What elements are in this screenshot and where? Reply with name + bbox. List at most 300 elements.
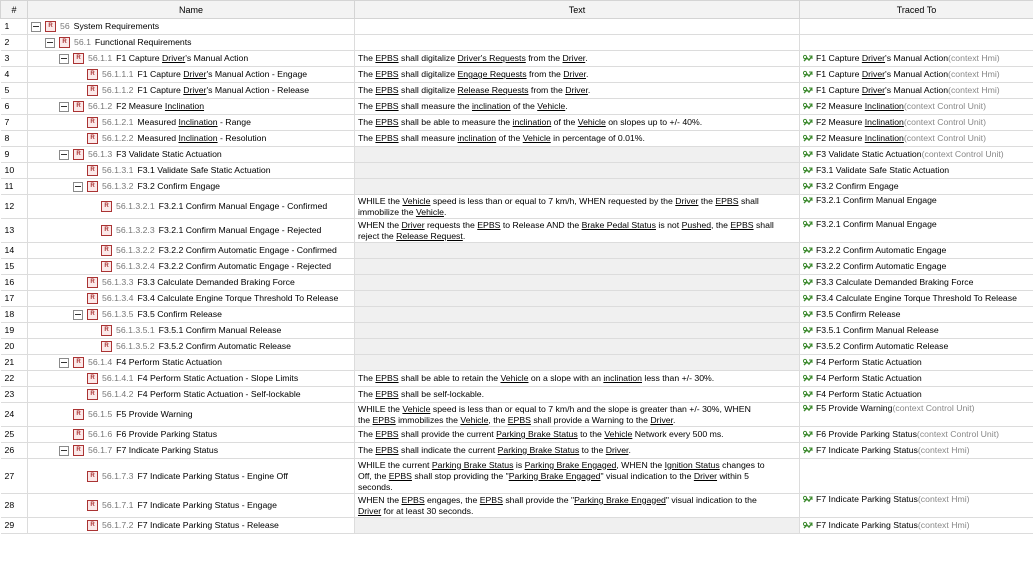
column-header-traced-to[interactable]: Traced To [800, 1, 1033, 19]
trace-link-icon [803, 390, 813, 400]
collapse-toggle-icon[interactable] [31, 22, 41, 32]
name-cell[interactable] [28, 494, 355, 518]
traced-to-cell[interactable] [800, 83, 1033, 99]
requirement-text-cell[interactable] [355, 291, 800, 307]
table-row[interactable] [1, 355, 1033, 371]
name-cell[interactable] [28, 403, 355, 427]
requirement-name: F3.1 Validate Safe Static Actuation [137, 165, 271, 175]
trace-context: (context Control Unit) [903, 133, 986, 143]
requirement-icon: R [87, 165, 98, 176]
name-cell[interactable] [28, 179, 355, 195]
trace-link-icon [803, 326, 813, 336]
name-cell[interactable] [28, 83, 355, 99]
row-number: 22 [1, 371, 28, 387]
table-row[interactable] [1, 83, 1033, 99]
requirement-id: 56.1.4 [88, 357, 113, 367]
collapse-toggle-icon[interactable] [73, 182, 83, 192]
header-row [1, 1, 1033, 19]
traced-to-cell[interactable] [800, 163, 1033, 179]
trace-link-icon [803, 278, 813, 288]
requirement-id: 56.1.5 [88, 409, 113, 419]
requirement-icon: R [87, 389, 98, 400]
collapse-toggle-icon[interactable] [73, 310, 83, 320]
name-cell[interactable] [28, 67, 355, 83]
column-header-name[interactable]: Name [28, 1, 355, 19]
requirement-id: 56.1.2.1 [102, 117, 134, 127]
requirement-id: 56.1.1.1 [102, 69, 134, 79]
table-row[interactable] [1, 19, 1033, 35]
traced-to-cell[interactable] [800, 403, 1033, 427]
trace-link-icon [803, 150, 813, 160]
trace-target[interactable]: F2 Measure Inclination [816, 133, 904, 143]
trace-target[interactable]: F3.2.2 Confirm Automatic Engage [816, 245, 947, 255]
requirement-icon: R [73, 409, 84, 420]
traced-to-cell[interactable] [800, 494, 1033, 518]
requirement-icon: R [87, 520, 98, 531]
name-cell[interactable] [28, 291, 355, 307]
row-number: 3 [1, 51, 28, 67]
row-number: 8 [1, 131, 28, 147]
requirement-name: F4 Perform Static Actuation - Slope Limits [137, 373, 299, 383]
trace-target[interactable]: F4 Perform Static Actuation [816, 373, 922, 383]
name-cell[interactable] [28, 371, 355, 387]
trace-context: (context Control Unit) [916, 429, 999, 439]
traced-to-cell[interactable] [800, 219, 1033, 243]
trace-target[interactable]: F3.5 Confirm Release [816, 309, 901, 319]
row-number: 27 [1, 459, 28, 494]
trace-target[interactable]: F3.2.2 Confirm Automatic Engage [816, 261, 947, 271]
collapse-toggle-icon[interactable] [59, 358, 69, 368]
trace-link-icon [803, 374, 813, 384]
requirement-icon: R [73, 149, 84, 160]
table-row[interactable] [1, 179, 1033, 195]
requirement-id: 56.1.4.1 [102, 373, 134, 383]
requirement-name: F4 Perform Static Actuation - Self-lockable [137, 389, 301, 399]
name-cell[interactable] [28, 147, 355, 163]
name-cell[interactable] [28, 259, 355, 275]
requirement-name: F7 Indicate Parking Status - Release [137, 520, 279, 530]
trace-target[interactable]: F4 Perform Static Actuation [816, 357, 922, 367]
collapse-toggle-icon[interactable] [59, 54, 69, 64]
traced-to-cell[interactable] [800, 179, 1033, 195]
traced-to-cell[interactable] [800, 195, 1033, 219]
requirement-name: F3.4 Calculate Engine Torque Threshold To Release [137, 293, 339, 303]
requirement-id: 56.1.3.3 [102, 277, 134, 287]
requirement-text-cell[interactable]: The EPBS shall digitalize Driver's Requests from the Driver. [355, 51, 800, 67]
trace-link-icon [803, 262, 813, 272]
trace-link-icon [803, 521, 813, 531]
row-number: 18 [1, 307, 28, 323]
table-row[interactable] [1, 163, 1033, 179]
traced-to-cell[interactable] [800, 243, 1033, 259]
table-row[interactable] [1, 443, 1033, 459]
trace-target[interactable]: F6 Provide Parking Status [816, 429, 917, 439]
requirement-id: 56.1.3.1 [102, 165, 134, 175]
requirement-text-cell[interactable] [355, 307, 800, 323]
requirement-name: F7 Indicate Parking Status - Engage [137, 500, 277, 510]
requirement-text-cell[interactable] [355, 147, 800, 163]
table-row[interactable] [1, 35, 1033, 51]
traced-to-cell[interactable] [800, 339, 1033, 355]
requirement-name: Functional Requirements [94, 37, 192, 47]
traced-to-cell[interactable] [800, 291, 1033, 307]
requirement-id: 56.1.3.2.1 [116, 201, 155, 211]
table-row[interactable] [1, 307, 1033, 323]
name-cell[interactable] [28, 19, 355, 35]
requirement-text-cell[interactable] [355, 323, 800, 339]
table-row[interactable] [1, 67, 1033, 83]
traced-to-cell[interactable] [800, 371, 1033, 387]
table-row[interactable] [1, 291, 1033, 307]
requirement-icon: R [87, 309, 98, 320]
traced-to-cell[interactable] [800, 19, 1033, 35]
requirement-id: 56.1.3.4 [102, 293, 134, 303]
table-row[interactable] [1, 339, 1033, 355]
requirement-id: 56.1.7.3 [102, 470, 134, 481]
requirement-name: F4 Perform Static Actuation [116, 357, 222, 367]
requirement-icon: R [73, 101, 84, 112]
requirement-text-cell[interactable]: The EPBS shall measure inclination of the Vehicle in percentage of 0.01%. [355, 131, 800, 147]
collapse-toggle-icon[interactable] [45, 38, 55, 48]
requirement-icon: R [101, 261, 112, 272]
trace-target[interactable]: F5 Provide Warning [816, 403, 893, 413]
row-number: 4 [1, 67, 28, 83]
row-number: 20 [1, 339, 28, 355]
collapse-toggle-icon[interactable] [59, 150, 69, 160]
requirement-id: 56.1.1.2 [102, 85, 134, 95]
requirement-icon: R [101, 341, 112, 352]
requirement-icon: R [87, 181, 98, 192]
requirement-text-cell[interactable] [355, 339, 800, 355]
row-number: 23 [1, 387, 28, 403]
traced-to-cell[interactable] [800, 147, 1033, 163]
name-cell[interactable] [28, 243, 355, 259]
requirement-name: F2 Measure Inclination [116, 101, 205, 111]
requirement-id: 56.1.2 [88, 101, 113, 111]
row-number: 15 [1, 259, 28, 275]
table-row[interactable] [1, 147, 1033, 163]
table-row[interactable] [1, 243, 1033, 259]
requirement-name: F3.2.1 Confirm Manual Engage - Rejected [158, 225, 322, 235]
trace-link-icon [803, 54, 813, 64]
requirement-icon: R [101, 225, 112, 236]
trace-target[interactable]: F2 Measure Inclination [816, 117, 904, 127]
trace-context: (context Hmi) [948, 53, 1000, 63]
requirement-icon: R [87, 471, 98, 482]
name-cell[interactable] [28, 307, 355, 323]
requirement-icon: R [101, 325, 112, 336]
requirement-name: F5 Provide Warning [116, 409, 193, 419]
requirement-text-cell[interactable]: The EPBS shall measure the inclination of the Vehicle. [355, 99, 800, 115]
trace-link-icon [803, 404, 813, 414]
name-cell[interactable] [28, 443, 355, 459]
requirement-id: 56.1.3.5.2 [116, 341, 155, 351]
trace-link-icon [803, 430, 813, 440]
traced-to-cell[interactable] [800, 275, 1033, 291]
requirement-text-cell[interactable] [355, 179, 800, 195]
requirement-name: F3.3 Calculate Demanded Braking Force [137, 277, 295, 287]
name-cell[interactable] [28, 387, 355, 403]
trace-target[interactable]: F2 Measure Inclination [816, 101, 904, 111]
row-number: 16 [1, 275, 28, 291]
trace-link-icon [803, 294, 813, 304]
requirement-name: F3.2.2 Confirm Automatic Engage - Rejected [158, 261, 332, 271]
requirement-icon: R [87, 500, 98, 511]
trace-link-icon [803, 310, 813, 320]
row-number: 12 [1, 195, 28, 219]
collapse-toggle-icon[interactable] [59, 102, 69, 112]
trace-context: (context Control Unit) [892, 403, 975, 413]
table-row[interactable] [1, 427, 1033, 443]
table-row[interactable] [1, 323, 1033, 339]
row-number: 5 [1, 83, 28, 99]
column-header-text[interactable]: Text [355, 1, 800, 19]
traced-to-cell[interactable] [800, 35, 1033, 51]
row-number: 10 [1, 163, 28, 179]
trace-context: (context Hmi) [917, 520, 970, 530]
table-row[interactable] [1, 494, 1033, 518]
traced-to-cell[interactable] [800, 67, 1033, 83]
trace-link-icon [803, 102, 813, 112]
row-number: 17 [1, 291, 28, 307]
row-number: 19 [1, 323, 28, 339]
traced-to-cell[interactable] [800, 259, 1033, 275]
requirement-name: F3.2.2 Confirm Automatic Engage - Confirmed [158, 245, 337, 255]
name-cell[interactable] [28, 51, 355, 67]
trace-target[interactable]: F3 Validate Static Actuation [816, 149, 922, 159]
trace-link-icon [803, 70, 813, 80]
requirement-text-cell[interactable]: WHEN the Driver requests the EPBS to Release AND the Brake Pedal Status is not Pushed, the EPBS shall reject the Release Request. [355, 219, 800, 243]
row-number: 2 [1, 35, 28, 51]
requirement-text-cell[interactable]: The EPBS shall be self-lockable. [355, 387, 800, 403]
requirement-name: F3.2 Confirm Engage [137, 181, 220, 191]
collapse-toggle-icon[interactable] [59, 446, 69, 456]
trace-link-icon [803, 134, 813, 144]
trace-target[interactable]: F3.3 Calculate Demanded Braking Force [816, 277, 974, 287]
trace-link-icon [803, 246, 813, 256]
requirement-text-cell[interactable]: The EPBS shall digitalize Release Requests from the Driver. [355, 83, 800, 99]
name-cell[interactable] [28, 131, 355, 147]
requirement-id: 56.1.3.2.4 [116, 261, 155, 271]
row-number: 9 [1, 147, 28, 163]
trace-target[interactable]: F3.2.1 Confirm Manual Engage [816, 195, 937, 205]
table-row[interactable] [1, 275, 1033, 291]
requirement-id: 56.1.4.2 [102, 389, 134, 399]
traced-to-cell[interactable] [800, 427, 1033, 443]
table-row[interactable] [1, 259, 1033, 275]
traced-to-cell[interactable] [800, 115, 1033, 131]
traced-to-cell[interactable] [800, 131, 1033, 147]
name-cell[interactable] [28, 219, 355, 243]
requirement-text-cell[interactable]: The EPBS shall indicate the current Parking Brake Status to the Driver. [355, 443, 800, 459]
table-row[interactable] [1, 131, 1033, 147]
trace-target[interactable]: F3.2.1 Confirm Manual Engage [816, 219, 937, 229]
trace-link-icon [803, 358, 813, 368]
row-number: 11 [1, 179, 28, 195]
traced-to-cell[interactable] [800, 443, 1033, 459]
name-cell[interactable] [28, 99, 355, 115]
requirement-name: F3.5.1 Confirm Manual Release [158, 325, 282, 335]
requirement-text-cell[interactable] [355, 35, 800, 51]
requirement-name: F3.5.2 Confirm Automatic Release [158, 341, 291, 351]
requirement-text-cell[interactable]: WHILE the Vehicle speed is less than or equal to 7 km/h and the slope is greater than +/- 30%, WHEN the EPBS immobilizes the Vehicle, the EPBS shall provide a Warning to the Driver. [355, 403, 800, 427]
requirement-id: 56.1.3.5 [102, 309, 134, 319]
row-number: 7 [1, 115, 28, 131]
requirement-id: 56.1.3 [88, 149, 113, 159]
traced-to-cell[interactable] [800, 518, 1033, 534]
requirement-icon: R [73, 53, 84, 64]
name-cell[interactable] [28, 195, 355, 219]
requirement-text-cell[interactable]: WHEN the EPBS engages, the EPBS shall provide the "Parking Brake Engaged" visual indication to the Driver for at least 30 seconds. [355, 494, 800, 518]
requirement-id: 56.1.2.2 [102, 133, 134, 143]
traced-to-cell[interactable] [800, 387, 1033, 403]
requirement-name: F3.5 Confirm Release [137, 309, 222, 319]
requirement-id: 56.1.7 [88, 445, 113, 455]
requirement-name: Measured Inclination - Resolution [137, 133, 267, 143]
table-row[interactable] [1, 387, 1033, 403]
trace-link-icon [803, 446, 813, 456]
requirement-icon: R [87, 277, 98, 288]
name-cell[interactable] [28, 275, 355, 291]
requirement-id: 56.1.7.1 [102, 500, 134, 510]
requirement-name: F1 Capture Driver's Manual Action - Release [137, 85, 310, 95]
requirement-icon: R [101, 245, 112, 256]
trace-target[interactable]: F7 Indicate Parking Status [816, 520, 918, 530]
requirement-icon: R [87, 293, 98, 304]
trace-target[interactable]: F3.5.1 Confirm Manual Release [816, 325, 939, 335]
traced-to-cell[interactable] [800, 459, 1033, 494]
requirement-name: F1 Capture Driver's Manual Action - Engage [137, 69, 308, 79]
trace-target[interactable]: F1 Capture Driver's Manual Action [816, 85, 949, 95]
trace-target[interactable]: F3.2 Confirm Engage [816, 181, 899, 191]
requirement-text-cell[interactable] [355, 163, 800, 179]
requirement-text-cell[interactable]: WHILE the Vehicle speed is less than or equal to 7 km/h, WHEN requested by the Driver the EPBS shall immobilize the Vehicle. [355, 195, 800, 219]
trace-target[interactable]: F3.4 Calculate Engine Torque Threshold To Release [816, 293, 1017, 303]
traced-to-cell[interactable] [800, 307, 1033, 323]
requirement-text-cell[interactable]: WHILE the current Parking Brake Status is Parking Brake Engaged, WHEN the Ignition Status changes to Off, the EPBS shall stop providing the "Parking Brake Engaged" visual indication to the Driver within 5 seconds. [355, 459, 800, 494]
requirement-name: F7 Indicate Parking Status - Engine Off [137, 470, 288, 481]
trace-context: (context Control Unit) [903, 101, 986, 111]
row-number: 6 [1, 99, 28, 115]
requirement-id: 56.1.3.2 [102, 181, 134, 191]
requirement-id: 56.1.3.2.3 [116, 225, 155, 235]
trace-link-icon [803, 182, 813, 192]
requirement-id: 56.1.3.5.1 [116, 325, 155, 335]
requirement-text-cell[interactable] [355, 275, 800, 291]
row-number: 24 [1, 403, 28, 427]
requirement-id: 56.1.6 [88, 429, 113, 439]
trace-target[interactable]: F7 Indicate Parking Status [816, 445, 918, 455]
trace-link-icon [803, 196, 813, 206]
table-row[interactable] [1, 371, 1033, 387]
requirement-id: 56.1.1 [88, 53, 113, 63]
requirement-text-cell[interactable]: The EPBS shall be able to measure the inclination of the Vehicle on slopes up to +/- 40%. [355, 115, 800, 131]
traced-to-cell[interactable] [800, 51, 1033, 67]
name-cell[interactable] [28, 427, 355, 443]
requirement-icon: R [101, 201, 112, 212]
requirement-name: F1 Capture Driver's Manual Action [116, 53, 249, 63]
requirement-id: 56 [60, 21, 70, 31]
table-row[interactable] [1, 459, 1033, 494]
table-row[interactable] [1, 51, 1033, 67]
trace-link-icon [803, 220, 813, 230]
trace-context: (context Hmi) [948, 85, 1000, 95]
requirement-icon: R [87, 69, 98, 80]
name-cell[interactable] [28, 323, 355, 339]
requirement-text-cell[interactable]: The EPBS shall be able to retain the Vehicle on a slope with an inclination less than +/- 30%. [355, 371, 800, 387]
trace-link-icon [803, 86, 813, 96]
requirement-icon: R [45, 21, 56, 32]
trace-target[interactable]: F7 Indicate Parking Status [816, 494, 918, 504]
traced-to-cell[interactable] [800, 99, 1033, 115]
requirement-text-cell[interactable] [355, 355, 800, 371]
traced-to-cell[interactable] [800, 355, 1033, 371]
requirement-id: 56.1.7.2 [102, 520, 134, 530]
requirement-name: F6 Provide Parking Status [116, 429, 218, 439]
trace-link-icon [803, 342, 813, 352]
requirement-icon: R [87, 85, 98, 96]
row-number: 14 [1, 243, 28, 259]
name-cell[interactable] [28, 518, 355, 534]
trace-target[interactable]: F1 Capture Driver's Manual Action [816, 53, 949, 63]
requirement-text-cell[interactable] [355, 19, 800, 35]
name-cell[interactable] [28, 355, 355, 371]
trace-target[interactable]: F4 Perform Static Actuation [816, 389, 922, 399]
requirement-icon: R [87, 117, 98, 128]
table-row[interactable] [1, 195, 1033, 219]
requirement-icon: R [87, 133, 98, 144]
name-cell[interactable] [28, 459, 355, 494]
name-cell[interactable] [28, 339, 355, 355]
trace-target[interactable]: F3.1 Validate Safe Static Actuation [816, 165, 950, 175]
row-number: 21 [1, 355, 28, 371]
requirement-text-cell[interactable] [355, 243, 800, 259]
table-row[interactable] [1, 219, 1033, 243]
trace-target[interactable]: F3.5.2 Confirm Automatic Release [816, 341, 949, 351]
row-number: 1 [1, 19, 28, 35]
row-number: 25 [1, 427, 28, 443]
table-row[interactable] [1, 115, 1033, 131]
row-number: 13 [1, 219, 28, 243]
requirement-name: F3.2.1 Confirm Manual Engage - Confirmed [158, 201, 328, 211]
trace-link-icon [803, 166, 813, 176]
requirement-name: System Requirements [73, 21, 160, 31]
requirement-text-cell[interactable]: The EPBS shall digitalize Engage Requests from the Driver. [355, 67, 800, 83]
name-cell[interactable] [28, 35, 355, 51]
requirement-text-cell[interactable]: The EPBS shall provide the current Parking Brake Status to the Vehicle Network every 500 ms. [355, 427, 800, 443]
column-header-number[interactable]: # [1, 1, 28, 19]
requirement-name: F3 Validate Static Actuation [116, 149, 222, 159]
requirement-id: 56.1.3.2.2 [116, 245, 155, 255]
row-number: 28 [1, 494, 28, 518]
table-row[interactable] [1, 99, 1033, 115]
row-number: 29 [1, 518, 28, 534]
requirement-text-cell[interactable] [355, 518, 800, 534]
table-row[interactable] [1, 518, 1033, 534]
row-number: 26 [1, 443, 28, 459]
traced-to-cell[interactable] [800, 323, 1033, 339]
trace-context: (context Hmi) [917, 445, 970, 455]
name-cell[interactable] [28, 163, 355, 179]
trace-target[interactable]: F1 Capture Driver's Manual Action [816, 69, 949, 79]
requirement-text-cell[interactable] [355, 259, 800, 275]
table-row[interactable] [1, 403, 1033, 427]
name-cell[interactable] [28, 115, 355, 131]
trace-context: (context Control Unit) [903, 117, 986, 127]
trace-link-icon [803, 495, 813, 505]
requirement-icon: R [73, 357, 84, 368]
requirement-icon: R [87, 373, 98, 384]
